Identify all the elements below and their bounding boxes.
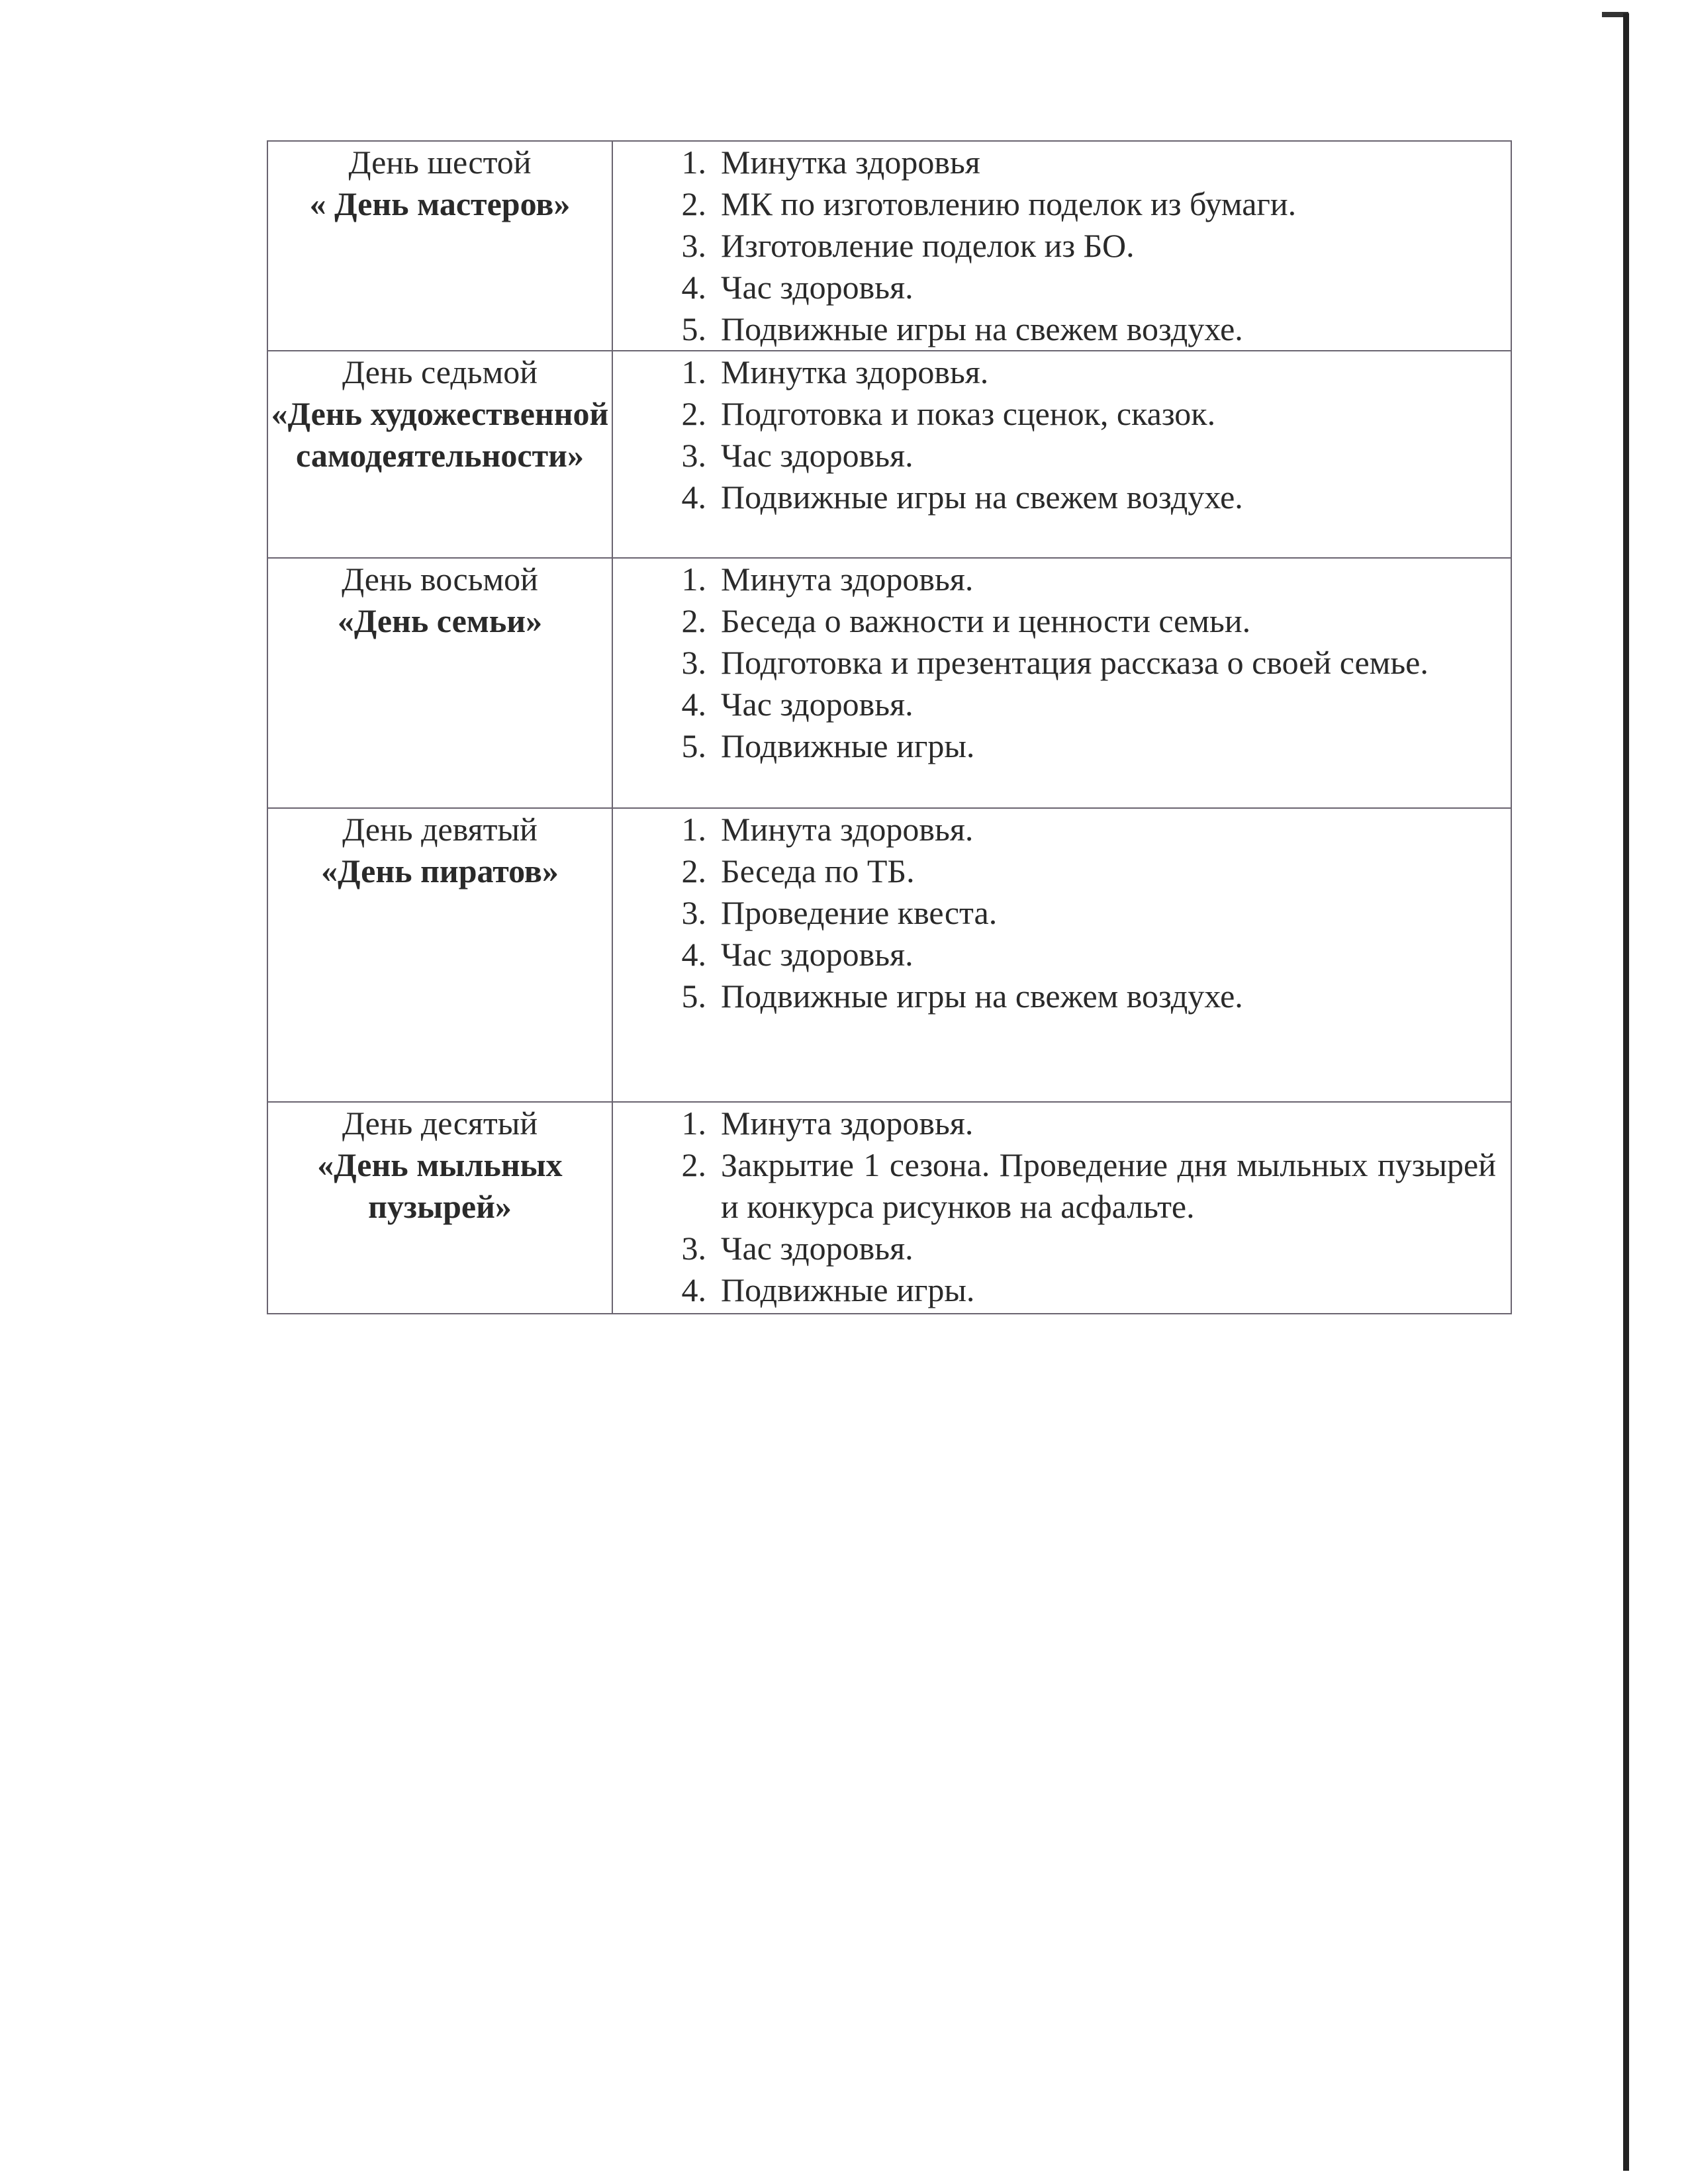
item-number: 1. [681,353,706,390]
activities-list [613,809,1496,1017]
activity-text: Проведение квеста. [721,894,998,931]
item-number: 3. [681,644,706,681]
activities-cell [612,351,1511,558]
activity-item [613,684,1496,725]
item-number: 3. [681,437,706,474]
day-cell [267,1102,612,1314]
activity-item [613,892,1496,934]
activities-list [613,351,1496,518]
activity-text: Час здоровья. [721,1230,914,1267]
activity-item [613,850,1496,892]
activity-item [613,393,1496,435]
activity-text: Час здоровья. [721,269,914,306]
activity-item [613,976,1496,1017]
item-number: 5. [681,978,706,1015]
item-number: 2. [681,395,706,432]
activity-text: Час здоровья. [721,686,914,723]
activity-text: Подвижные игры на свежем воздухе. [721,310,1243,347]
activity-text: Беседа по ТБ. [721,852,915,889]
day-title: «День пиратов» [321,852,559,889]
activity-text: Подготовка и показ сценок, сказок. [721,395,1216,432]
activities-cell [612,1102,1511,1314]
activity-text: Минута здоровья. [721,561,974,598]
day-cell [267,558,612,808]
day-cell [267,141,612,351]
activity-item [613,183,1496,225]
schedule-row [267,351,1511,558]
activity-item [613,725,1496,767]
activity-text: Минутка здоровья [721,144,980,181]
activities-cell [612,141,1511,351]
activity-text: Минута здоровья. [721,811,974,848]
day-number: День седьмой [342,353,538,390]
activities-list [613,1103,1496,1311]
activity-text: Подготовка и презентация рассказа о своей семье. [721,644,1429,681]
activity-item [613,809,1496,850]
activity-text: Подвижные игры. [721,727,975,764]
day-title: « День мастеров» [309,185,571,222]
activity-item [613,1228,1496,1269]
item-number: 5. [681,727,706,764]
item-number: 1. [681,811,706,848]
activity-text: Изготовление поделок из БО. [721,227,1135,264]
item-number: 4. [681,1271,706,1308]
activities-list [613,559,1496,767]
item-number: 3. [681,227,706,264]
activity-text: Подвижные игры на свежем воздухе. [721,978,1243,1015]
activity-item [613,267,1496,308]
activities-cell [612,558,1511,808]
schedule-row [267,808,1511,1102]
item-number: 4. [681,269,706,306]
activity-text: МК по изготовлению поделок из бумаги. [721,185,1297,222]
activity-item [613,559,1496,600]
activity-item [613,435,1496,477]
day-title: «День семьи» [337,602,543,639]
activity-text: Закрытие 1 сезона. Проведение дня мыльных пузырей и конкурса рисунков на асфальте. [721,1146,1496,1225]
activity-text: Подвижные игры на свежем воздухе. [721,478,1243,516]
activity-item [613,351,1496,393]
activity-text: Подвижные игры. [721,1271,975,1308]
activity-item [613,142,1496,183]
schedule-table [267,140,1512,1314]
item-number: 3. [681,1230,706,1267]
item-number: 1. [681,561,706,598]
item-number: 2. [681,1146,706,1183]
day-number: День десятый [342,1105,538,1142]
day-number: День девятый [342,811,538,848]
activity-item [613,1269,1496,1311]
item-number: 1. [681,1105,706,1142]
activity-item [613,225,1496,267]
day-number: День восьмой [342,561,538,598]
activity-item [613,477,1496,518]
activity-text: Час здоровья. [721,437,914,474]
schedule-row [267,558,1511,808]
activities-list [613,142,1496,350]
activity-text: Беседа о важности и ценности семьи. [721,602,1251,639]
activity-item [613,642,1496,684]
day-title: «День художественной самодеятельности» [271,395,609,474]
day-number: День шестой [348,144,532,181]
item-number: 4. [681,686,706,723]
day-cell [267,808,612,1102]
activity-item [613,1103,1496,1144]
item-number: 3. [681,894,706,931]
item-number: 2. [681,852,706,889]
item-number: 1. [681,144,706,181]
scan-edge [1623,13,1629,2171]
item-number: 2. [681,602,706,639]
activity-text: Минутка здоровья. [721,353,989,390]
activity-item [613,934,1496,976]
schedule-row [267,1102,1511,1314]
day-title: «День мыльных пузырей» [317,1146,563,1225]
schedule-row [267,141,1511,351]
activity-item [613,308,1496,350]
item-number: 4. [681,936,706,973]
activity-text: Час здоровья. [721,936,914,973]
activity-item [613,1144,1496,1228]
item-number: 2. [681,185,706,222]
day-cell [267,351,612,558]
item-number: 5. [681,310,706,347]
item-number: 4. [681,478,706,516]
activity-item [613,600,1496,642]
activity-text: Минута здоровья. [721,1105,974,1142]
activities-cell [612,808,1511,1102]
